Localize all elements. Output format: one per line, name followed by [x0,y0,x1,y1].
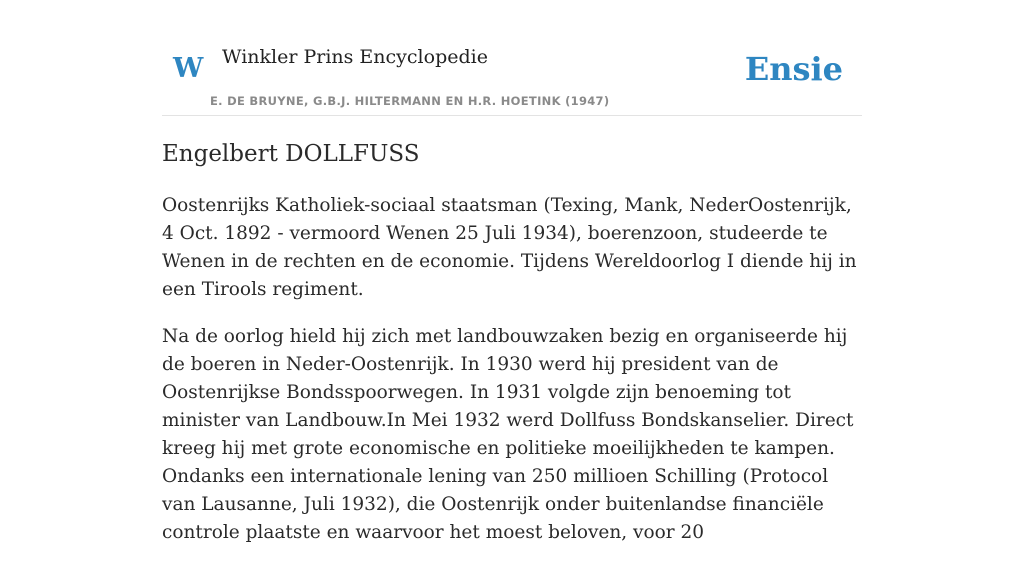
logo-icon[interactable]: W [173,53,204,84]
brand-logo[interactable]: Ensie [744,50,843,88]
article-title: Engelbert DOLLFUSS [162,141,420,167]
article [162,138,862,566]
site-header [162,40,862,116]
article-paragraph: Oostenrijks Katholiek-sociaal staatsman (Texing, Mank, NederOostenrijk, 4 Oct. 1892 - vermoord Wenen 25 Juli 1934), boerenzoon, studeerde te Wenen in de rechten en de economie. Tijdens Wereldoorlog I diende hij in een Tirools regiment. [162,195,857,300]
site-subtitle: E. DE BRUYNE, G.B.J. HILTERMANN EN H.R. HOETINK (1947) [210,94,610,108]
article-paragraph: Na de oorlog hield hij zich met landbouwzaken bezig en organiseerde hij de boeren in Neder-Oostenrijk. In 1930 werd hij president van de Oostenrijkse Bondsspoorwegen. In 1931 volgde zijn benoeming tot minister van Landbouw.In Mei 1932 werd Dollfuss Bondskanselier. Direct kreeg hij met grote economische en politieke moeilijkheden te kampen. Ondanks een internationale lening van 250 millioen Schilling (Protocol van Lausanne, Juli 1932), die Oostenrijk onder buitenlandse financiële controle plaatste en waarvoor het moest beloven, voor 20 [162,326,854,543]
site-title[interactable]: Winkler Prins Encyclopedie [222,46,488,68]
